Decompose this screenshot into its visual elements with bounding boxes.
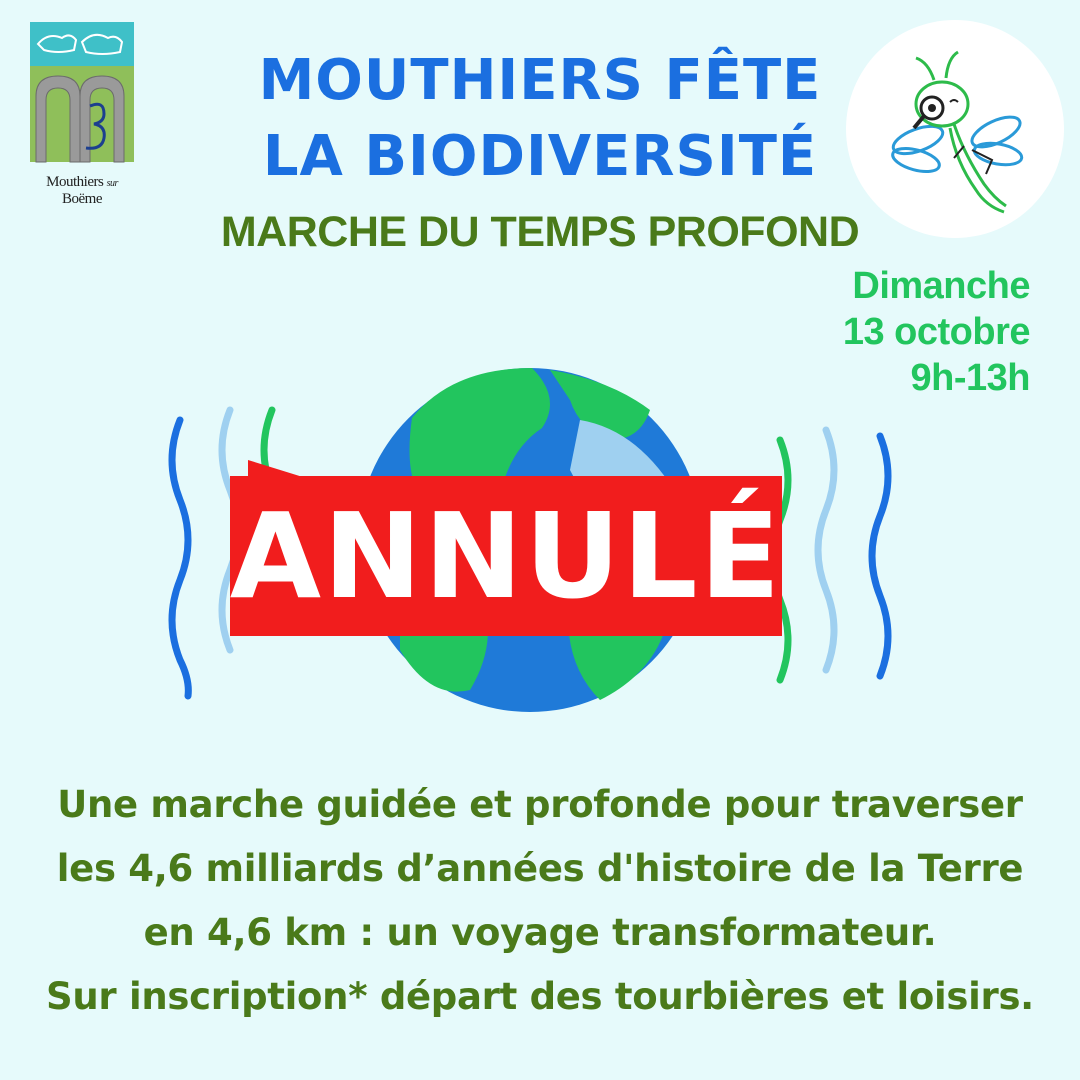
title-line-1: MOUTHIERS FÊTE [258,48,822,113]
description-line-4: Sur inscription* départ des tourbières et loisirs. [46,975,1034,1018]
municipality-logo [30,22,134,207]
logo-caption [30,174,134,208]
wave-left-1 [172,420,188,696]
dragonfly-mascot-icon [846,20,1064,238]
description-line-2: les 4,6 milliards d’années d'histoire de la Terre [56,847,1024,890]
mascot-badge [846,20,1064,238]
wave-right-3 [872,436,888,676]
cancelled-label: ANNULÉ [229,487,783,625]
logo-caption-small: sur [106,178,118,189]
event-day: Dimanche [852,265,1030,307]
logo-caption-main: Mouthiers [46,174,104,190]
event-subtitle: MARCHE DU TEMPS PROFOND [220,208,860,256]
logo-caption-end: Boëme [62,191,102,207]
event-date: 13 octobre [842,311,1030,353]
title-line-2: LA BIODIVERSITÉ [262,124,818,189]
event-hours: 9h-13h [910,357,1030,399]
cancelled-banner [230,476,782,636]
wave-right-2 [818,430,834,670]
mouthiers-crest-icon [30,22,134,170]
description-line-3: en 4,6 km : un voyage transformateur. [143,911,937,954]
description-line-1: Une marche guidée et profonde pour traverser [57,783,1023,826]
